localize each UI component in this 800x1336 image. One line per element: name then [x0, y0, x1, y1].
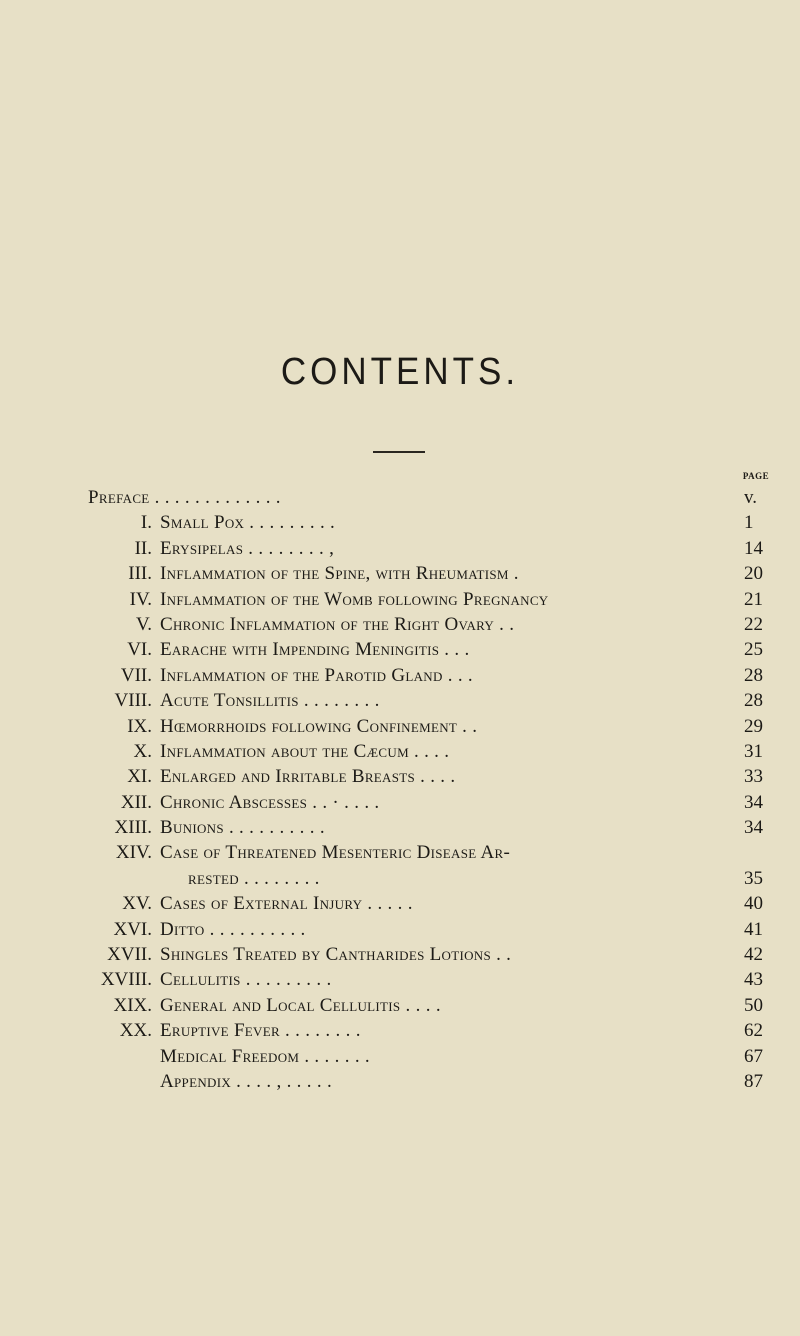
toc-entry-title: Enlarged and Irritable Breasts . . . .	[160, 766, 456, 788]
toc-entry-page: 35	[744, 867, 763, 889]
toc-entry-page: 31	[744, 740, 763, 762]
toc-entry-2[interactable]	[0, 536, 800, 561]
toc-entry-page: 67	[744, 1045, 763, 1067]
toc-entry-title: Inflammation about the Cæcum . . . .	[160, 740, 450, 762]
toc-entry-page: 21	[744, 588, 763, 610]
toc-entry-13[interactable]	[0, 815, 800, 840]
toc-entry-page: 25	[744, 639, 763, 661]
toc-entry-page: 87	[744, 1071, 763, 1092]
toc-entry-title: Chronic Abscesses . . · . . . .	[160, 791, 380, 813]
page-column-label: PAGE	[742, 471, 770, 481]
toc-entry-number: X.	[133, 740, 152, 762]
toc-entry-number: V.	[135, 613, 152, 635]
toc-entry-page: 34	[744, 817, 763, 839]
toc-entry-title: Inflammation of the Womb following Pregnancy	[160, 588, 549, 610]
toc-entry-page: 14	[744, 537, 763, 559]
toc-entry-title: Acute Tonsillitis . . . . . . . .	[160, 690, 380, 712]
toc-entry-title: Eruptive Fever . . . . . . . .	[160, 1020, 361, 1042]
toc-entry-page: v.	[744, 487, 758, 508]
toc-entry-20[interactable]	[0, 1018, 800, 1043]
toc-entry-number: XII.	[120, 791, 152, 813]
toc-entry-title: Cases of External Injury . . . . .	[160, 893, 413, 915]
toc-entry-15[interactable]	[0, 891, 800, 916]
toc-entry-8[interactable]	[0, 688, 800, 713]
toc-entry-appendix[interactable]	[0, 1069, 800, 1094]
toc-entry-preface[interactable]	[0, 485, 800, 510]
toc-entry-title: Cellulitis . . . . . . . . .	[160, 969, 332, 991]
toc-entry-title: General and Local Cellulitis . . . .	[160, 994, 441, 1016]
toc-entry-page: 34	[744, 791, 763, 813]
toc-entry-12[interactable]	[0, 790, 800, 815]
toc-entry-title: Chronic Inflammation of the Right Ovary . .	[160, 613, 515, 635]
toc-entry-number: VI.	[127, 639, 152, 661]
toc-entry-19[interactable]	[0, 993, 800, 1018]
toc-entry-title: Earache with Impending Meningitis . . .	[160, 639, 470, 661]
toc-entry-page: 28	[744, 690, 763, 712]
toc-entry-number: II.	[134, 537, 152, 559]
toc-entry-number: III.	[128, 563, 152, 585]
toc-entry-number: XV.	[122, 893, 152, 915]
toc-entry-title: Inflammation of the Parotid Gland . . .	[160, 664, 473, 686]
page-title: CONTENTS.	[280, 350, 520, 393]
toc-entry-title: Ditto . . . . . . . . . .	[160, 918, 306, 940]
toc-entry-5[interactable]	[0, 612, 800, 637]
toc-entry-18[interactable]	[0, 967, 800, 992]
toc-entry-number: XI.	[127, 766, 152, 788]
toc-entry-title: Small Pox . . . . . . . . .	[160, 512, 336, 534]
toc-entry-title: Appendix . . . . , . . . . .	[160, 1071, 333, 1092]
toc-entry-page: 28	[744, 664, 763, 686]
toc-entry-title: Preface . . . . . . . . . . . . .	[88, 487, 281, 508]
toc-entry-page: 33	[744, 766, 763, 788]
toc-entry-title: Hœmorrhoids following Confinement . .	[160, 715, 478, 737]
toc-entry-title: Case of Threatened Mesenteric Disease Ar- rested . . . . . . . .	[160, 842, 511, 889]
toc-entry-9[interactable]	[0, 714, 800, 739]
toc-entry-11[interactable]	[0, 764, 800, 789]
toc-entry-7[interactable]	[0, 663, 800, 688]
toc-entry-number: VIII.	[114, 690, 152, 712]
toc-entry-medical-freedom[interactable]	[0, 1044, 800, 1069]
toc-entry-number: XIII.	[114, 817, 152, 839]
toc-entry-number: VII.	[120, 664, 152, 686]
toc-entry-number: IV.	[129, 588, 152, 610]
toc-entry-page: 41	[744, 918, 763, 940]
toc-entry-title: Bunions . . . . . . . . . .	[160, 817, 325, 839]
toc-entry-14[interactable]	[0, 840, 800, 891]
toc-entry-page: 40	[744, 893, 763, 915]
toc-entry-page: 22	[744, 613, 763, 635]
toc-entry-page: 43	[744, 969, 763, 991]
toc-entry-number: XIV.	[115, 842, 152, 864]
toc-entry-10[interactable]	[0, 739, 800, 764]
toc-entry-6[interactable]	[0, 637, 800, 662]
toc-entry-page: 1	[744, 512, 754, 534]
toc-entry-title: Inflammation of the Spine, with Rheumatism .	[160, 563, 519, 585]
toc-entry-number: XIX.	[113, 994, 152, 1016]
toc-entry-number: XVII.	[107, 944, 152, 966]
toc-entry-page: 42	[744, 944, 763, 966]
toc-entry-number: IX.	[127, 715, 152, 737]
toc-entry-title: Medical Freedom . . . . . . .	[160, 1045, 370, 1067]
toc-entry-number: XVI.	[113, 918, 152, 940]
toc-entry-page: 62	[744, 1020, 763, 1042]
toc-entry-number: I.	[140, 512, 152, 534]
toc-entry-4[interactable]	[0, 587, 800, 612]
toc-entry-number: XVIII.	[100, 969, 152, 991]
toc-entry-16[interactable]	[0, 917, 800, 942]
toc-entry-17[interactable]	[0, 942, 800, 967]
table-of-contents	[0, 485, 800, 1094]
toc-entry-number: XX.	[119, 1020, 152, 1042]
toc-entry-1[interactable]	[0, 510, 800, 535]
toc-entry-title: Shingles Treated by Cantharides Lotions . .	[160, 944, 512, 966]
toc-entry-title: Erysipelas . . . . . . . . ,	[160, 537, 335, 559]
toc-entry-page: 50	[744, 994, 763, 1016]
toc-entry-page: 29	[744, 715, 763, 737]
toc-entry-3[interactable]	[0, 561, 800, 586]
title-rule	[373, 451, 425, 453]
toc-entry-page: 20	[744, 563, 763, 585]
